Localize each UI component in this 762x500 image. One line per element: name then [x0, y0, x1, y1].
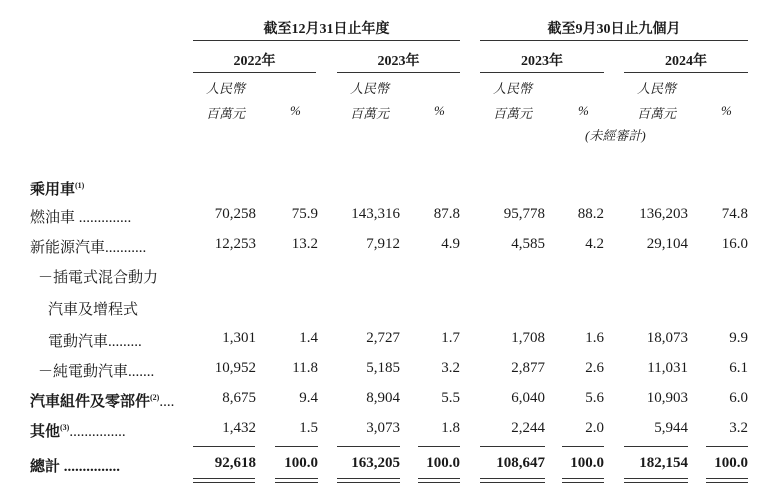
footnote-ref: (2) [150, 393, 160, 402]
double-divider [193, 478, 255, 483]
table-row [0, 178, 762, 200]
percent-cell: 3.2 [729, 420, 748, 436]
percent-cell: 6.1 [729, 360, 748, 376]
double-divider [562, 478, 604, 483]
percent-cell: 4.2 [585, 236, 604, 252]
divider [480, 40, 748, 41]
percent-cell: 1.6 [585, 330, 604, 346]
percent-cell: 3.2 [441, 360, 460, 376]
total-row [0, 455, 762, 477]
leader-dots: ............... [69, 424, 126, 440]
percent-cell: 100.0 [284, 455, 318, 471]
row-label [30, 178, 84, 199]
divider [193, 446, 255, 447]
double-divider [275, 478, 318, 483]
divider [337, 72, 460, 73]
divider [275, 446, 318, 447]
unit-label: 人民幣 [350, 81, 390, 96]
divider [193, 40, 460, 41]
amount-cell: 1,708 [511, 330, 545, 346]
amount-cell: 136,203 [639, 206, 688, 222]
amount-cell: 163,205 [351, 455, 400, 471]
amount-cell: 8,904 [366, 390, 400, 406]
row-label-text: 汽車及增程式 [48, 302, 139, 318]
amount-cell: 7,912 [366, 236, 400, 252]
table-row [0, 330, 762, 352]
divider [480, 72, 604, 73]
percent-cell: 9.4 [299, 390, 318, 406]
unit-label: 百萬元 [206, 106, 246, 121]
divider [193, 72, 316, 73]
amount-cell: 70,258 [214, 206, 256, 222]
unit-label: 人民幣 [637, 81, 677, 96]
percent-cell: 100.0 [714, 455, 748, 471]
table-row [0, 206, 762, 228]
table-row [0, 236, 762, 258]
pct-label: % [578, 103, 589, 118]
footnote-ref: (1) [75, 181, 85, 190]
row-label [30, 236, 146, 257]
table-row [0, 298, 762, 320]
row-label [30, 206, 131, 227]
row-label-text: －純電動汽車....... [38, 364, 155, 380]
year-header: 2023年 [377, 54, 420, 69]
amount-cell: 4,585 [511, 236, 545, 252]
amount-cell: 108,647 [496, 455, 545, 471]
amount-cell: 182,154 [639, 455, 688, 471]
percent-cell: 74.8 [721, 206, 748, 222]
row-label [48, 298, 138, 319]
percent-cell: 2.0 [585, 420, 604, 436]
row-label-text: 汽車組件及零部件 [30, 394, 151, 410]
divider [706, 446, 748, 447]
amount-cell: 3,073 [366, 420, 400, 436]
double-divider [337, 478, 400, 483]
table-row [0, 390, 762, 412]
amount-cell: 10,903 [646, 390, 688, 406]
divider [624, 72, 748, 73]
row-label-text: 電動汽車......... [48, 334, 142, 350]
amount-cell: 1,432 [222, 420, 256, 436]
table-row [0, 266, 762, 288]
amount-cell: 2,877 [511, 360, 545, 376]
row-label [48, 330, 142, 351]
amount-cell: 95,778 [503, 206, 545, 222]
row-label-text: 總計 ............... [30, 459, 121, 475]
percent-cell: 2.6 [585, 360, 604, 376]
divider [337, 446, 400, 447]
row-label [30, 420, 126, 441]
amount-cell: 5,185 [366, 360, 400, 376]
divider [480, 446, 545, 447]
table-row [0, 360, 762, 382]
percent-cell: 5.5 [441, 390, 460, 406]
row-label-text: 燃油車 .............. [30, 210, 132, 226]
row-label [30, 390, 174, 411]
unit-label: 人民幣 [493, 81, 533, 96]
unit-label: 百萬元 [493, 106, 533, 121]
unit-label: 人民幣 [206, 81, 246, 96]
row-label-text: 新能源汽車........... [30, 240, 147, 256]
pct-label: % [290, 103, 301, 118]
amount-cell: 10,952 [214, 360, 256, 376]
row-label-text: 乘用車 [30, 182, 76, 198]
unit-label: 百萬元 [350, 106, 390, 121]
amount-cell: 92,618 [214, 455, 256, 471]
percent-cell: 100.0 [570, 455, 604, 471]
pct-label: % [721, 103, 732, 118]
divider [562, 446, 604, 447]
unaudited-label: (未經審計) [585, 128, 646, 143]
double-divider [706, 478, 748, 483]
amount-cell: 11,031 [647, 360, 688, 376]
percent-cell: 6.0 [729, 390, 748, 406]
amount-cell: 2,244 [511, 420, 545, 436]
amount-cell: 8,675 [222, 390, 256, 406]
double-divider [418, 478, 460, 483]
percent-cell: 1.8 [441, 420, 460, 436]
amount-cell: 1,301 [222, 330, 256, 346]
percent-cell: 4.9 [441, 236, 460, 252]
percent-cell: 1.5 [299, 420, 318, 436]
amount-cell: 6,040 [511, 390, 545, 406]
row-label [30, 455, 120, 476]
table-row [0, 420, 762, 442]
group-header-nine-months: 截至9月30日止九個月 [547, 22, 681, 37]
year-header: 2023年 [521, 54, 563, 69]
row-label [38, 360, 154, 381]
amount-cell: 12,253 [214, 236, 256, 252]
divider [624, 446, 688, 447]
percent-cell: 9.9 [729, 330, 748, 346]
row-label-text: －插電式混合動力 [38, 270, 159, 286]
divider [418, 446, 460, 447]
percent-cell: 16.0 [721, 236, 748, 252]
year-header: 2024年 [665, 54, 707, 69]
leader-dots: .... [159, 394, 175, 410]
footnote-ref: (3) [60, 423, 70, 432]
amount-cell: 18,073 [646, 330, 688, 346]
amount-cell: 29,104 [646, 236, 688, 252]
double-divider [480, 478, 545, 483]
percent-cell: 11.8 [292, 360, 318, 376]
group-header-fiscal-year: 截至12月31日止年度 [263, 22, 390, 37]
pct-label: % [434, 103, 445, 118]
percent-cell: 100.0 [426, 455, 460, 471]
row-label-text: 其他 [30, 424, 61, 440]
percent-cell: 87.8 [433, 206, 460, 222]
amount-cell: 143,316 [351, 206, 400, 222]
percent-cell: 5.6 [585, 390, 604, 406]
percent-cell: 13.2 [291, 236, 318, 252]
unit-label: 百萬元 [637, 106, 677, 121]
percent-cell: 88.2 [577, 206, 604, 222]
percent-cell: 1.4 [299, 330, 318, 346]
percent-cell: 75.9 [291, 206, 318, 222]
year-header: 2022年 [233, 54, 276, 69]
double-divider [624, 478, 688, 483]
amount-cell: 5,944 [654, 420, 688, 436]
amount-cell: 2,727 [366, 330, 400, 346]
percent-cell: 1.7 [441, 330, 460, 346]
row-label [38, 266, 158, 287]
